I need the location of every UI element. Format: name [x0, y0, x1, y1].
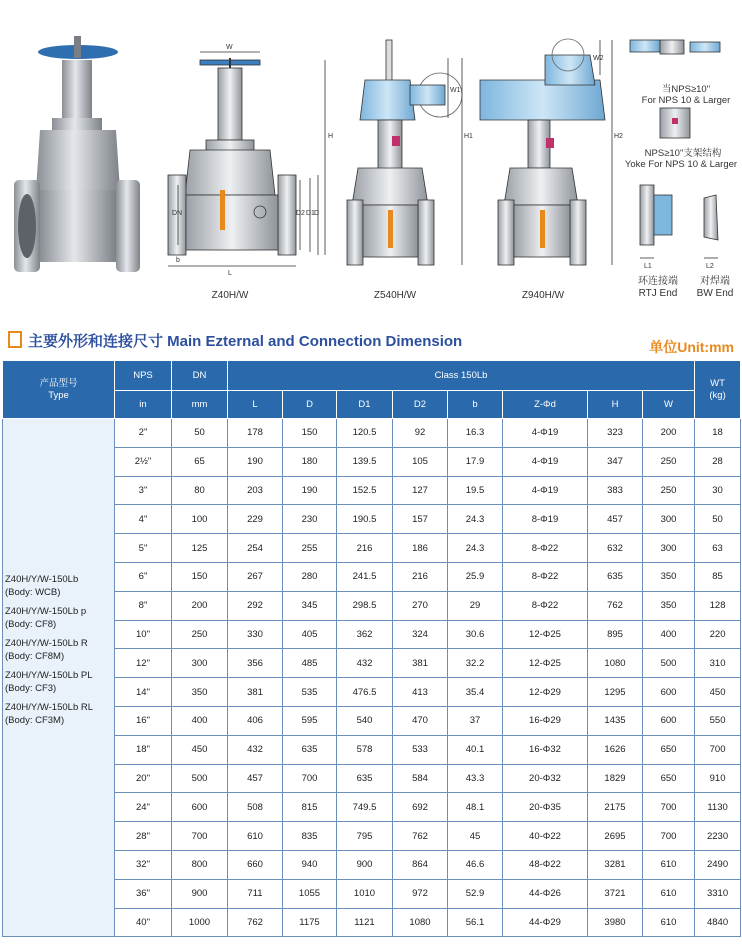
table-cell: 864	[393, 850, 448, 879]
table-cell: 65	[172, 447, 228, 476]
table-cell: 910	[695, 764, 741, 793]
table-cell: 36"	[115, 879, 172, 908]
table-cell: 52.9	[448, 879, 503, 908]
table-cell: 711	[228, 879, 283, 908]
header-type: 产品型号 Type	[3, 361, 115, 419]
table-cell: 250	[172, 620, 228, 649]
table-cell: 632	[588, 534, 643, 563]
figures-area	[0, 0, 742, 312]
table-cell: 1000	[172, 908, 228, 937]
section-title	[8, 330, 462, 351]
table-cell: 8-Φ22	[503, 562, 588, 591]
table-cell: 190.5	[337, 505, 393, 534]
table-cell: 2"	[115, 419, 172, 448]
table-cell: 3310	[695, 879, 741, 908]
table-cell: 50	[695, 505, 741, 534]
table-cell: 362	[337, 620, 393, 649]
table-cell: 700	[643, 822, 695, 851]
table-cell: 250	[643, 476, 695, 505]
table-cell: 40.1	[448, 735, 503, 764]
dim-h1: H1	[464, 133, 473, 140]
header-dn: DN	[172, 361, 228, 391]
table-cell: 1130	[695, 793, 741, 822]
table-cell: 220	[695, 620, 741, 649]
table-cell: 470	[393, 706, 448, 735]
table-cell: 43.3	[448, 764, 503, 793]
table-cell: 230	[283, 505, 337, 534]
header-mm: mm	[172, 391, 228, 419]
table-cell: 250	[643, 447, 695, 476]
header-b: b	[448, 391, 503, 419]
table-cell: 44-Φ26	[503, 879, 588, 908]
table-cell: 700	[643, 793, 695, 822]
table-cell: 381	[228, 678, 283, 707]
table-cell: 3980	[588, 908, 643, 937]
dim-w2: W2	[593, 55, 604, 62]
table-cell: 330	[228, 620, 283, 649]
table-cell: 45	[448, 822, 503, 851]
table-cell: 128	[695, 591, 741, 620]
table-cell: 50	[172, 419, 228, 448]
table-cell: 120.5	[337, 419, 393, 448]
table-cell: 900	[337, 850, 393, 879]
table-cell: 125	[172, 534, 228, 563]
table-cell: 6"	[115, 562, 172, 591]
table-cell: 14"	[115, 678, 172, 707]
table-cell: 1175	[283, 908, 337, 937]
table-cell: 19.5	[448, 476, 503, 505]
dim-l1: L1	[644, 263, 652, 270]
note-yoke-cn: NPS≥10"支架结构	[644, 148, 722, 159]
table-body	[3, 419, 741, 937]
table-cell: 356	[228, 649, 283, 678]
table-cell: 3281	[588, 850, 643, 879]
note-yoke-en: Yoke For NPS 10 & Larger	[624, 159, 738, 170]
table-cell: 105	[393, 447, 448, 476]
table-cell: 300	[172, 649, 228, 678]
table-cell: 457	[228, 764, 283, 793]
table-cell: 157	[393, 505, 448, 534]
table-cell: 635	[588, 562, 643, 591]
table-cell: 1010	[337, 879, 393, 908]
table-cell: 92	[393, 419, 448, 448]
table-cell: 292	[228, 591, 283, 620]
table-cell: 28	[695, 447, 741, 476]
table-cell: 280	[283, 562, 337, 591]
table-cell: 940	[283, 850, 337, 879]
table-cell: 595	[283, 706, 337, 735]
table-cell: 4-Φ19	[503, 419, 588, 448]
table-cell: 4-Φ19	[503, 447, 588, 476]
table-cell: 20"	[115, 764, 172, 793]
table-cell: 535	[283, 678, 337, 707]
table-cell: 635	[337, 764, 393, 793]
table-cell: 610	[643, 850, 695, 879]
table-cell: 381	[393, 649, 448, 678]
table-cell: 347	[588, 447, 643, 476]
table-cell: 24.3	[448, 505, 503, 534]
table-cell: 16.3	[448, 419, 503, 448]
table-cell: 270	[393, 591, 448, 620]
header-w: W	[643, 391, 695, 419]
caption-z540: Z540H/W	[373, 290, 417, 301]
caption-bw-end: 对焊端 BW End	[696, 276, 734, 299]
table-cell: 16"	[115, 706, 172, 735]
table-cell: 25.9	[448, 562, 503, 591]
table-cell: 29	[448, 591, 503, 620]
table-cell: 190	[283, 476, 337, 505]
table-cell: 578	[337, 735, 393, 764]
table-cell: 383	[588, 476, 643, 505]
caption-rtj-end: 环连接端 RTJ End	[638, 276, 678, 299]
table-cell: 800	[172, 850, 228, 879]
table-cell: 80	[172, 476, 228, 505]
table-cell: 100	[172, 505, 228, 534]
table-cell: 17.9	[448, 447, 503, 476]
drawing-z540	[347, 40, 462, 265]
table-cell: 815	[283, 793, 337, 822]
table-cell: 533	[393, 735, 448, 764]
type-cell	[3, 419, 115, 937]
table-cell: 32.2	[448, 649, 503, 678]
table-cell: 28"	[115, 822, 172, 851]
dim-w1: W1	[450, 87, 461, 94]
table-cell: 12-Φ25	[503, 620, 588, 649]
table-cell: 324	[393, 620, 448, 649]
table-cell: 150	[283, 419, 337, 448]
dim-b: b	[176, 257, 180, 264]
table-cell: 20-Φ35	[503, 793, 588, 822]
table-cell: 4-Φ19	[503, 476, 588, 505]
table-cell: 8-Φ22	[503, 534, 588, 563]
note-when-nps: 当NPS≥10"	[661, 84, 711, 95]
table-cell: 432	[228, 735, 283, 764]
detail-bw	[704, 195, 718, 258]
table-cell: 540	[337, 706, 393, 735]
type-item: Z40H/Y/W-150Lb (Body: WCB)	[5, 574, 79, 598]
table-cell: 24.3	[448, 534, 503, 563]
table-cell: 203	[228, 476, 283, 505]
table-cell: 700	[283, 764, 337, 793]
table-cell: 310	[695, 649, 741, 678]
type-item: Z40H/Y/W-150Lb p (Body: CF8)	[5, 606, 87, 630]
section-title-text: 主要外形和连接尺寸 Main Ezternal and Connection Dimension	[28, 333, 463, 350]
table-cell: 1435	[588, 706, 643, 735]
valve-photo	[14, 36, 140, 272]
table-row	[3, 419, 741, 448]
table-cell: 8"	[115, 591, 172, 620]
table-cell: 1080	[588, 649, 643, 678]
table-cell: 900	[172, 879, 228, 908]
dimension-table	[2, 360, 741, 937]
table-cell: 18"	[115, 735, 172, 764]
table-cell: 4"	[115, 505, 172, 534]
caption-z40: Z40H/W	[211, 290, 249, 301]
table-cell: 139.5	[337, 447, 393, 476]
table-cell: 600	[643, 678, 695, 707]
table-cell: 485	[283, 649, 337, 678]
table-cell: 508	[228, 793, 283, 822]
dim-dn: DN	[172, 210, 183, 217]
header-zd: Z-Φd	[503, 391, 588, 419]
header-in: in	[115, 391, 172, 419]
table-cell: 1055	[283, 879, 337, 908]
table-cell: 48-Φ22	[503, 850, 588, 879]
table-cell: 12-Φ25	[503, 649, 588, 678]
table-cell: 16-Φ29	[503, 706, 588, 735]
table-cell: 610	[228, 822, 283, 851]
table-cell: 350	[643, 562, 695, 591]
table-cell: 895	[588, 620, 643, 649]
table-cell: 476.5	[337, 678, 393, 707]
table-cell: 650	[643, 764, 695, 793]
table-cell: 400	[643, 620, 695, 649]
dim-w: W	[226, 44, 233, 51]
table-cell: 216	[337, 534, 393, 563]
note-for-nps: For NPS 10 & Larger	[641, 95, 731, 106]
table-cell: 216	[393, 562, 448, 591]
table-cell: 1295	[588, 678, 643, 707]
table-cell: 500	[643, 649, 695, 678]
table-cell: 700	[695, 735, 741, 764]
table-cell: 254	[228, 534, 283, 563]
table-cell: 16-Φ32	[503, 735, 588, 764]
type-item: Z40H/Y/W-150Lb R (Body: CF8M)	[5, 638, 88, 662]
dim-h2: H2	[614, 133, 623, 140]
table-cell: 46.6	[448, 850, 503, 879]
table-cell: 190	[228, 447, 283, 476]
dim-l2: L2	[706, 263, 714, 270]
table-cell: 660	[228, 850, 283, 879]
table-cell: 406	[228, 706, 283, 735]
dim-d2: D2	[296, 210, 305, 217]
table-cell: 600	[172, 793, 228, 822]
table-cell: 8-Φ19	[503, 505, 588, 534]
table-cell: 2½"	[115, 447, 172, 476]
table-cell: 400	[172, 706, 228, 735]
table-cell: 550	[695, 706, 741, 735]
table-cell: 40"	[115, 908, 172, 937]
table-cell: 127	[393, 476, 448, 505]
table-cell: 200	[643, 419, 695, 448]
header-h: H	[588, 391, 643, 419]
header-d2: D2	[393, 391, 448, 419]
table-cell: 4840	[695, 908, 741, 937]
table-cell: 18	[695, 419, 741, 448]
table-cell: 2490	[695, 850, 741, 879]
table-cell: 150	[172, 562, 228, 591]
table-cell: 350	[172, 678, 228, 707]
table-cell: 1080	[393, 908, 448, 937]
table-cell: 241.5	[337, 562, 393, 591]
table-cell: 186	[393, 534, 448, 563]
detail-rtj	[640, 185, 672, 258]
table-cell: 500	[172, 764, 228, 793]
table-cell: 350	[643, 591, 695, 620]
table-cell: 85	[695, 562, 741, 591]
table-cell: 44-Φ29	[503, 908, 588, 937]
table-cell: 584	[393, 764, 448, 793]
table-cell: 2695	[588, 822, 643, 851]
header-wt: WT (kg)	[695, 361, 741, 419]
table-cell: 30	[695, 476, 741, 505]
table-cell: 298.5	[337, 591, 393, 620]
table-cell: 30.6	[448, 620, 503, 649]
table-cell: 40-Φ22	[503, 822, 588, 851]
table-cell: 63	[695, 534, 741, 563]
unit-label: 单位Unit:mm	[649, 339, 734, 355]
header-nps: NPS	[115, 361, 172, 391]
table-cell: 972	[393, 879, 448, 908]
table-cell: 24"	[115, 793, 172, 822]
table-cell: 200	[172, 591, 228, 620]
table-cell: 8-Φ22	[503, 591, 588, 620]
table-cell: 600	[643, 706, 695, 735]
table-cell: 56.1	[448, 908, 503, 937]
drawing-z940	[480, 39, 612, 265]
table-cell: 450	[695, 678, 741, 707]
table-cell: 48.1	[448, 793, 503, 822]
table-cell: 1829	[588, 764, 643, 793]
table-cell: 635	[283, 735, 337, 764]
table-cell: 700	[172, 822, 228, 851]
dim-d1: D1	[306, 210, 315, 217]
table-cell: 229	[228, 505, 283, 534]
dim-l: L	[228, 270, 232, 277]
table-cell: 835	[283, 822, 337, 851]
table-cell: 762	[393, 822, 448, 851]
table-cell: 300	[643, 534, 695, 563]
table-cell: 413	[393, 678, 448, 707]
table-cell: 178	[228, 419, 283, 448]
table-cell: 749.5	[337, 793, 393, 822]
header-d: D	[283, 391, 337, 419]
table-cell: 450	[172, 735, 228, 764]
drawing-z40	[168, 52, 325, 266]
table-cell: 3"	[115, 476, 172, 505]
table-cell: 610	[643, 908, 695, 937]
table-cell: 1121	[337, 908, 393, 937]
table-cell: 405	[283, 620, 337, 649]
table-cell: 300	[643, 505, 695, 534]
table-cell: 323	[588, 419, 643, 448]
table-cell: 10"	[115, 620, 172, 649]
table-cell: 32"	[115, 850, 172, 879]
type-item: Z40H/Y/W-150Lb RL (Body: CF3M)	[5, 702, 94, 726]
table-cell: 267	[228, 562, 283, 591]
table-cell: 610	[643, 879, 695, 908]
table-cell: 12-Φ29	[503, 678, 588, 707]
table-cell: 457	[588, 505, 643, 534]
table-cell: 3721	[588, 879, 643, 908]
table-cell: 37	[448, 706, 503, 735]
table-cell: 432	[337, 649, 393, 678]
table-cell: 35.4	[448, 678, 503, 707]
type-item: Z40H/Y/W-150Lb PL (Body: CF3)	[5, 670, 93, 694]
table-cell: 762	[588, 591, 643, 620]
table-cell: 2230	[695, 822, 741, 851]
table-cell: 255	[283, 534, 337, 563]
table-cell: 180	[283, 447, 337, 476]
table-cell: 2175	[588, 793, 643, 822]
header-l: L	[228, 391, 283, 419]
table-cell: 345	[283, 591, 337, 620]
table-cell: 650	[643, 735, 695, 764]
table-cell: 1626	[588, 735, 643, 764]
table-cell: 152.5	[337, 476, 393, 505]
table-cell: 20-Φ32	[503, 764, 588, 793]
table-cell: 692	[393, 793, 448, 822]
header-class: Class 150Lb	[228, 361, 695, 391]
table-cell: 762	[228, 908, 283, 937]
caption-z940: Z940H/W	[521, 290, 565, 301]
dim-h: H	[328, 133, 334, 140]
table-cell: 795	[337, 822, 393, 851]
table-cell: 5"	[115, 534, 172, 563]
dim-d: D	[314, 210, 320, 217]
header-d1: D1	[337, 391, 393, 419]
table-cell: 12"	[115, 649, 172, 678]
title-marker-icon	[8, 331, 22, 348]
